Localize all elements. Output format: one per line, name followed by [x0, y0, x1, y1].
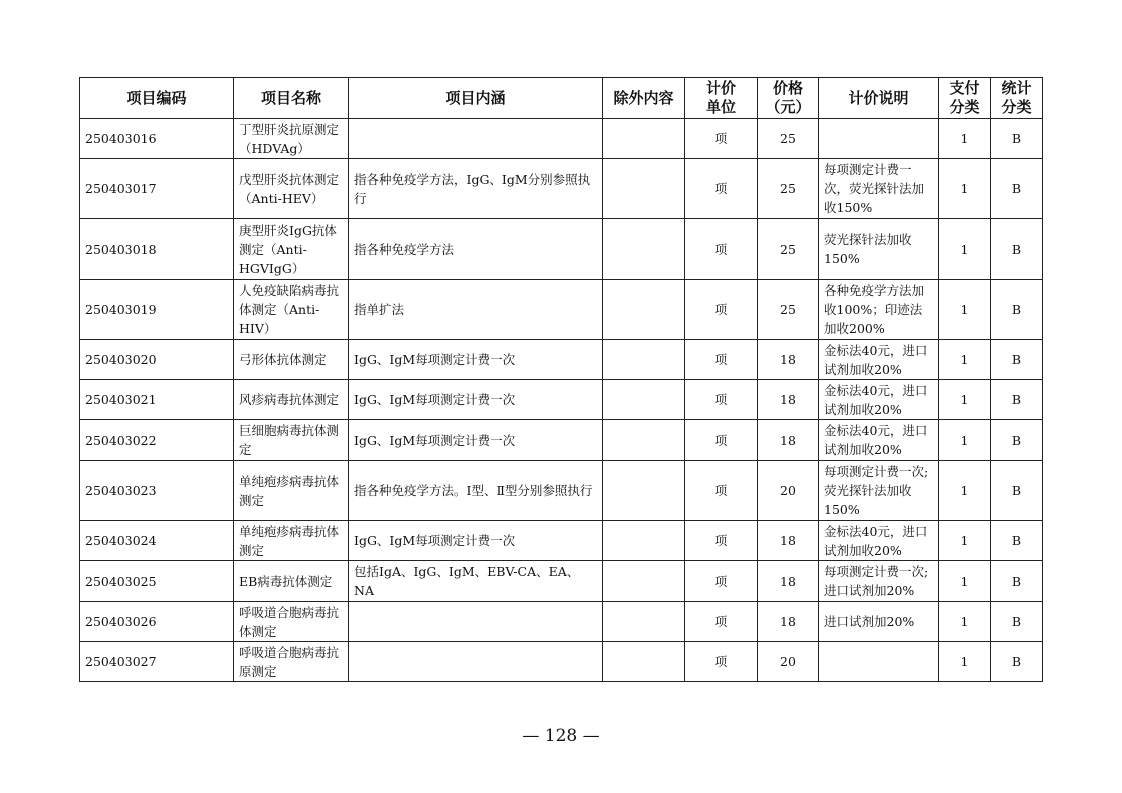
cell-stat: B: [991, 561, 1043, 602]
table-row: [80, 642, 1043, 682]
cell-name: 戊型肝炎抗体测定（Anti-HEV）: [234, 159, 349, 219]
cell-stat: B: [991, 521, 1043, 561]
column-header-line: 除外内容: [613, 88, 674, 107]
column-header-stat: [991, 78, 1043, 119]
cell-excluded: [603, 642, 685, 682]
cell-name: 庚型肝炎IgG抗体测定（Anti-HGVIgG）: [234, 219, 349, 280]
cell-price: 18: [758, 340, 819, 380]
cell-name: 丁型肝炎抗原测定（HDVAg）: [234, 119, 349, 159]
cell-content: 指单扩法: [349, 280, 603, 340]
page-number: — 128 —: [522, 726, 600, 746]
cell-note: 金标法40元，进口试剂加收20%: [819, 340, 939, 380]
cell-excluded: [603, 119, 685, 159]
cell-unit: 项: [685, 340, 758, 380]
cell-pay: 1: [939, 380, 991, 420]
cell-stat: B: [991, 380, 1043, 420]
cell-unit: 项: [685, 642, 758, 682]
cell-pay: 1: [939, 159, 991, 219]
cell-price: 25: [758, 119, 819, 159]
cell-pay: 1: [939, 340, 991, 380]
table-row: [80, 461, 1043, 521]
table-row: [80, 119, 1043, 159]
column-header-line: 支付: [949, 79, 980, 97]
cell-unit: 项: [685, 280, 758, 340]
cell-note: 荧光探针法加收150%: [819, 219, 939, 280]
column-header-line: 单位: [705, 98, 736, 116]
cell-note: 每项测定计费一次;进口试剂加20%: [819, 561, 939, 602]
cell-unit: 项: [685, 119, 758, 159]
column-header-line: 统计: [1001, 79, 1032, 97]
column-header-unit: [685, 78, 758, 119]
cell-note: [819, 642, 939, 682]
cell-stat: B: [991, 602, 1043, 642]
column-header-excluded: [603, 78, 685, 119]
cell-code: 250403022: [80, 420, 234, 461]
cell-code: 250403023: [80, 461, 234, 521]
cell-content: 指各种免疫学方法，IgG、IgM分别参照执行: [349, 159, 603, 219]
cell-pay: 1: [939, 280, 991, 340]
cell-note: [819, 119, 939, 159]
cell-code: 250403017: [80, 159, 234, 219]
column-header-price: [758, 78, 819, 119]
column-header-line: （元）: [765, 98, 811, 116]
table-body: [80, 119, 1043, 682]
cell-excluded: [603, 159, 685, 219]
cell-note: 金标法40元，进口试剂加收20%: [819, 521, 939, 561]
cell-name: EB病毒抗体测定: [234, 561, 349, 602]
cell-code: 250403018: [80, 219, 234, 280]
cell-unit: 项: [685, 219, 758, 280]
cell-stat: B: [991, 340, 1043, 380]
cell-unit: 项: [685, 461, 758, 521]
cell-price: 20: [758, 461, 819, 521]
column-header-pay: [939, 78, 991, 119]
cell-excluded: [603, 561, 685, 602]
column-header-line: 项目内涵: [445, 88, 506, 107]
table-header-row: [80, 78, 1043, 119]
price-table: [79, 77, 1043, 682]
cell-unit: 项: [685, 380, 758, 420]
cell-unit: 项: [685, 420, 758, 461]
table-row: [80, 602, 1043, 642]
cell-excluded: [603, 521, 685, 561]
table-row: [80, 159, 1043, 219]
cell-content: IgG、IgM每项测定计费一次: [349, 420, 603, 461]
cell-code: 250403025: [80, 561, 234, 602]
table-row: [80, 280, 1043, 340]
cell-name: 风疹病毒抗体测定: [234, 380, 349, 420]
cell-name: 单纯疱疹病毒抗体测定: [234, 521, 349, 561]
cell-stat: B: [991, 219, 1043, 280]
table-row: [80, 219, 1043, 280]
cell-excluded: [603, 420, 685, 461]
cell-price: 18: [758, 602, 819, 642]
cell-content: [349, 642, 603, 682]
cell-note: 每项测定计费一次;荧光探针法加收150%: [819, 461, 939, 521]
cell-note: 各种免疫学方法加收100%；印迹法加收200%: [819, 280, 939, 340]
cell-price: 18: [758, 380, 819, 420]
cell-name: 巨细胞病毒抗体测定: [234, 420, 349, 461]
cell-excluded: [603, 380, 685, 420]
cell-code: 250403024: [80, 521, 234, 561]
cell-price: 18: [758, 420, 819, 461]
cell-price: 18: [758, 521, 819, 561]
table-row: [80, 340, 1043, 380]
cell-excluded: [603, 340, 685, 380]
cell-code: 250403016: [80, 119, 234, 159]
column-header-line: 计价: [705, 79, 736, 97]
cell-note: 进口试剂加20%: [819, 602, 939, 642]
cell-excluded: [603, 461, 685, 521]
cell-stat: B: [991, 461, 1043, 521]
cell-content: 包括IgA、IgG、IgM、EBV-CA、EA、NA: [349, 561, 603, 602]
cell-excluded: [603, 602, 685, 642]
cell-stat: B: [991, 159, 1043, 219]
cell-price: 18: [758, 561, 819, 602]
table-row: [80, 380, 1043, 420]
cell-name: 人免疫缺陷病毒抗体测定（Anti-HIV）: [234, 280, 349, 340]
cell-pay: 1: [939, 561, 991, 602]
column-header-line: 分类: [949, 98, 980, 116]
cell-price: 20: [758, 642, 819, 682]
cell-pay: 1: [939, 602, 991, 642]
cell-content: IgG、IgM每项测定计费一次: [349, 521, 603, 561]
column-header-line: 项目名称: [260, 88, 321, 107]
cell-content: [349, 119, 603, 159]
cell-name: 呼吸道合胞病毒抗体测定: [234, 602, 349, 642]
table-row: [80, 561, 1043, 602]
table-row: [80, 420, 1043, 461]
column-header-line: 价格: [772, 79, 803, 97]
cell-excluded: [603, 280, 685, 340]
cell-note: 金标法40元，进口试剂加收20%: [819, 420, 939, 461]
cell-pay: 1: [939, 420, 991, 461]
cell-unit: 项: [685, 602, 758, 642]
cell-unit: 项: [685, 561, 758, 602]
column-header-content: [349, 78, 603, 119]
cell-code: 250403021: [80, 380, 234, 420]
cell-pay: 1: [939, 461, 991, 521]
cell-content: 指各种免疫学方法。Ⅰ型、Ⅱ型分别参照执行: [349, 461, 603, 521]
cell-price: 25: [758, 280, 819, 340]
cell-name: 呼吸道合胞病毒抗原测定: [234, 642, 349, 682]
cell-content: [349, 602, 603, 642]
cell-note: 每项测定计费一次，荧光探针法加收150%: [819, 159, 939, 219]
cell-stat: B: [991, 280, 1043, 340]
cell-unit: 项: [685, 159, 758, 219]
table-row: [80, 521, 1043, 561]
column-header-note: [819, 78, 939, 119]
cell-code: 250403020: [80, 340, 234, 380]
cell-content: IgG、IgM每项测定计费一次: [349, 340, 603, 380]
cell-pay: 1: [939, 521, 991, 561]
cell-code: 250403026: [80, 602, 234, 642]
cell-content: 指各种免疫学方法: [349, 219, 603, 280]
column-header-line: 计价说明: [848, 88, 909, 107]
column-header-line: 项目编码: [126, 88, 187, 107]
cell-pay: 1: [939, 219, 991, 280]
cell-price: 25: [758, 219, 819, 280]
cell-pay: 1: [939, 119, 991, 159]
cell-name: 弓形体抗体测定: [234, 340, 349, 380]
cell-price: 25: [758, 159, 819, 219]
cell-stat: B: [991, 642, 1043, 682]
cell-note: 金标法40元，进口试剂加收20%: [819, 380, 939, 420]
cell-excluded: [603, 219, 685, 280]
cell-stat: B: [991, 119, 1043, 159]
cell-name: 单纯疱疹病毒抗体测定: [234, 461, 349, 521]
cell-code: 250403019: [80, 280, 234, 340]
cell-code: 250403027: [80, 642, 234, 682]
cell-pay: 1: [939, 642, 991, 682]
column-header-code: [80, 78, 234, 119]
cell-content: IgG、IgM每项测定计费一次: [349, 380, 603, 420]
cell-unit: 项: [685, 521, 758, 561]
column-header-line: 分类: [1001, 98, 1032, 116]
cell-stat: B: [991, 420, 1043, 461]
column-header-name: [234, 78, 349, 119]
